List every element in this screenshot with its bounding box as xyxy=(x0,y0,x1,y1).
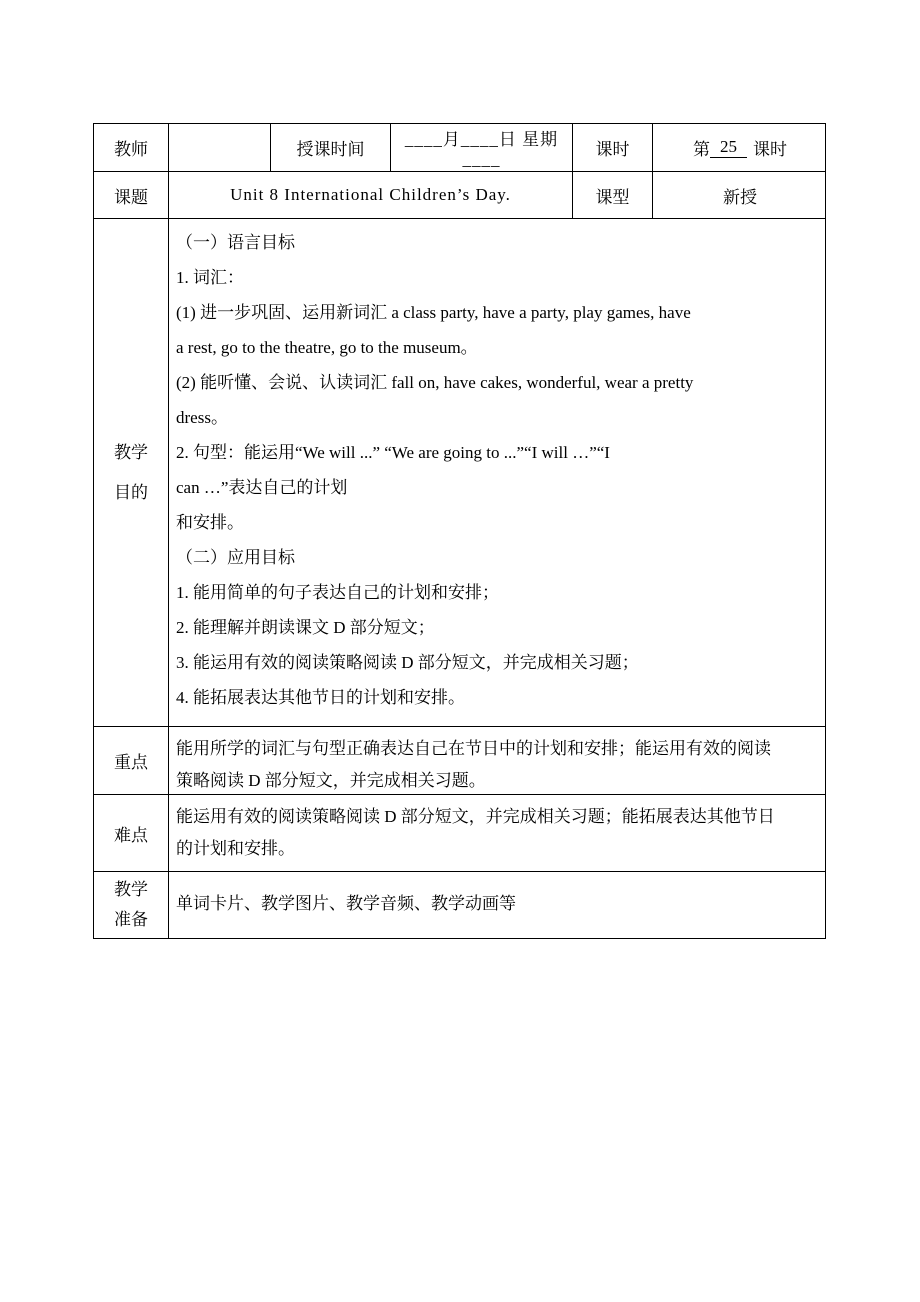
key-points-line: 策略阅读 D 部分短文，并完成相关习题。 xyxy=(176,771,486,790)
period-suffix: 课时 xyxy=(753,140,787,159)
period-value-cell xyxy=(653,124,827,171)
objectives-line: a rest, go to the theatre, go to the museum。 xyxy=(176,338,478,357)
preparation-label xyxy=(94,872,169,938)
teacher-label: 教师 xyxy=(94,124,169,171)
header-row-2 xyxy=(94,172,825,219)
objectives-line: (2) 能听懂、会说、认读词汇 fall on, have cakes, wonderful, wear a pretty xyxy=(176,373,694,392)
objectives-line: 2. 能理解并朗读课文 D 部分短文； xyxy=(176,618,435,637)
lesson-type-label: 课型 xyxy=(573,172,653,218)
preparation-label-line1: 教学 xyxy=(114,880,148,899)
objectives-label-line1: 教学 xyxy=(114,442,148,462)
preparation-label-line2: 准备 xyxy=(114,910,148,929)
difficult-points-row xyxy=(94,795,825,872)
teaching-time-value: ____月____日 星期____ xyxy=(391,124,573,171)
difficult-points-label: 难点 xyxy=(94,795,169,871)
header-row-1 xyxy=(94,124,825,172)
objectives-line: dress。 xyxy=(176,408,228,427)
objectives-line: （一）语言目标 xyxy=(176,233,295,252)
objectives-line: 和安排。 xyxy=(176,513,244,532)
objectives-line: 1. 能用简单的句子表达自己的计划和安排； xyxy=(176,583,499,602)
key-points-label: 重点 xyxy=(94,727,169,794)
teacher-value-cell xyxy=(169,124,271,171)
preparation-text: 单词卡片、教学图片、教学音频、教学动画等 xyxy=(176,894,516,913)
topic-label: 课题 xyxy=(94,172,169,218)
preparation-content xyxy=(169,872,827,938)
difficult-points-content xyxy=(169,795,827,871)
objectives-content xyxy=(169,219,827,726)
objectives-line: can …”表达自己的计划 xyxy=(176,478,348,497)
difficult-points-line: 能运用有效的阅读策略阅读 D 部分短文，并完成相关习题；能拓展表达其他节日 xyxy=(176,807,775,826)
lesson-type-value: 新授 xyxy=(723,187,757,207)
period-prefix: 第 xyxy=(693,140,710,159)
objectives-line: 2. 句型：能运用“We will ...” “We are going to ...”“I will …”“I xyxy=(176,443,610,462)
objectives-line: 4. 能拓展表达其他节日的计划和安排。 xyxy=(176,688,465,707)
objectives-line: （二）应用目标 xyxy=(176,548,295,567)
objectives-line: 1. 词汇： xyxy=(176,268,244,287)
topic-value: Unit 8 International Children’s Day. xyxy=(169,172,573,218)
objectives-label-line2: 目的 xyxy=(114,482,148,502)
teaching-time-label: 授课时间 xyxy=(271,124,391,171)
key-points-line: 能用所学的词汇与句型正确表达自己在节日中的计划和安排；能运用有效的阅读 xyxy=(176,739,771,758)
period-label: 课时 xyxy=(573,124,653,171)
key-points-content xyxy=(169,727,827,794)
difficult-points-line: 的计划和安排。 xyxy=(176,839,295,858)
objectives-line: 3. 能运用有效的阅读策略阅读 D 部分短文，并完成相关习题； xyxy=(176,653,639,672)
objectives-line: (1) 进一步巩固、运用新词汇 a class party, have a party, play games, have xyxy=(176,303,691,322)
period-number: 25 xyxy=(710,137,747,158)
key-points-row xyxy=(94,727,825,795)
preparation-row xyxy=(94,872,825,938)
objectives-row xyxy=(94,219,825,727)
lesson-plan-table xyxy=(93,123,826,939)
objectives-label xyxy=(94,219,169,726)
